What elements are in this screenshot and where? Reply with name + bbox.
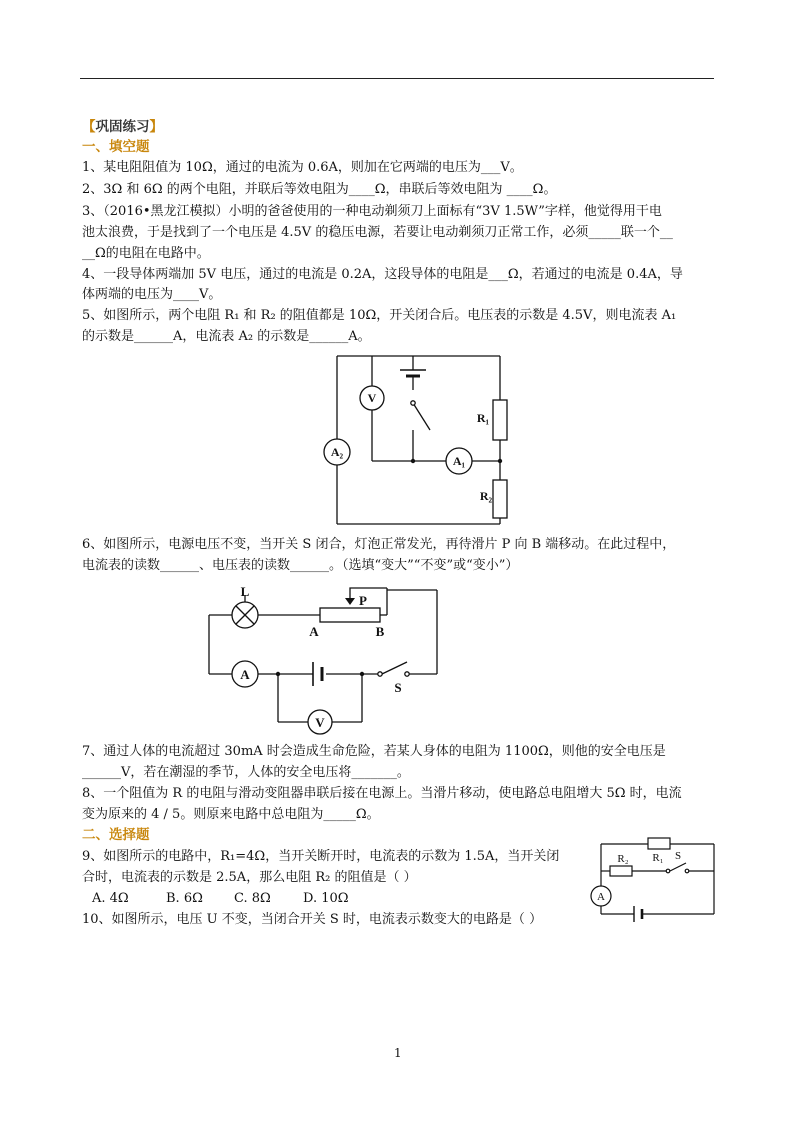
switch-blade xyxy=(382,662,407,674)
header-rule xyxy=(80,78,714,79)
switch-pivot xyxy=(411,401,415,405)
r1-label: R₁ xyxy=(476,411,490,425)
q9-option-c: C. 8Ω xyxy=(234,891,271,906)
lamp-label: L xyxy=(240,584,250,599)
junction-dot xyxy=(498,459,502,463)
switch-label: S xyxy=(674,850,682,862)
switch-blade xyxy=(670,863,686,871)
question-4-line-2: 体两端的电压为____V。 xyxy=(82,287,222,302)
switch-contact xyxy=(405,672,409,676)
r2-label: R₂ xyxy=(617,853,629,865)
ammeter-label: A xyxy=(240,667,250,682)
ammeter-a1-label: A₁ xyxy=(452,454,466,468)
figure-q5-circuit xyxy=(320,340,520,540)
question-9-line-2: 合时，电流表的示数是 2.5A，那么电阻 R₂ 的阻值是（ ） xyxy=(82,870,417,885)
figure-q9-circuit xyxy=(592,834,717,919)
q9-option-d: D. 10Ω xyxy=(303,891,349,906)
resistor-r1 xyxy=(493,400,507,440)
q9-option-b: B. 6Ω xyxy=(166,891,203,906)
resistor-r2 xyxy=(610,866,632,876)
resistor-r2 xyxy=(493,480,507,518)
question-7-line-1: 7、通过人体的电流超过 30mA 时会造成生命危险，若某人身体的电阻为 1100Ω，则他的安全电压是 xyxy=(82,744,666,759)
switch-pivot xyxy=(666,869,670,873)
r2-label: R₂ xyxy=(479,489,493,503)
question-1: 1、某电阻阻值为 10Ω，通过的电流为 0.6A，则加在它两端的电压为___V。 xyxy=(82,160,523,175)
switch-label: S xyxy=(394,680,402,695)
section-fill-heading: 一、填空题 xyxy=(82,139,150,155)
question-8-line-2: 变为原来的 4 / 5。则原来电路中总电阻为_____Ω。 xyxy=(82,807,380,822)
voltmeter-label: V xyxy=(367,391,377,405)
rheostat-body xyxy=(320,608,380,622)
junction-dot xyxy=(276,672,280,676)
question-4-line-1: 4、一段导体两端加 5V 电压，通过的电流是 0.2A，这段导体的电阻是___Ω，若通过的电流是 0.4A，导 xyxy=(82,267,683,282)
switch-contact xyxy=(685,869,689,873)
end-a-label: A xyxy=(309,624,319,639)
question-2: 2、3Ω 和 6Ω 的两个电阻，并联后等效电阻为____Ω，串联后等效电阻为 ____Ω。 xyxy=(82,182,557,197)
section-title: 【巩固练习】 xyxy=(82,119,163,135)
slider-arrowhead xyxy=(345,598,355,605)
question-3-line-3: __Ω的电阻在电路中。 xyxy=(82,246,210,261)
switch-blade xyxy=(413,403,430,430)
question-8-line-1: 8、一个阻值为 R 的电阻与滑动变阻器串联后接在电源上。当滑片移动，使电路总电阻增大 5Ω 时，电流 xyxy=(82,786,682,801)
question-7-line-2: ______V，若在潮湿的季节，人体的安全电压将_______。 xyxy=(82,765,410,780)
question-6-line-1: 6、如图所示，电源电压不变，当开关 S 闭合，灯泡正常发光，再待滑片 P 向 B 端移动。在此过程中， xyxy=(82,537,676,552)
voltmeter-label: V xyxy=(315,715,325,730)
question-5-line-2: 的示数是______A，电流表 A₂ 的示数是______A。 xyxy=(82,329,371,344)
slider-label: P xyxy=(359,593,367,608)
question-6-line-2: 电流表的读数______、电压表的读数______。（选填“变大”“不变”或“变小”） xyxy=(82,558,519,573)
question-3-line-1: 3、（2016•黑龙江模拟）小明的爸爸使用的一种电动剃须刀上面标有“3V 1.5W”字样，他觉得用干电 xyxy=(82,204,662,219)
question-10: 10、如图所示，电压 U 不变，当闭合开关 S 时，电流表示数变大的电路是（ ） xyxy=(82,912,543,927)
q9-option-a: A. 4Ω xyxy=(92,891,129,906)
page-number: 1 xyxy=(394,1046,402,1060)
resistor-r1 xyxy=(648,838,670,849)
junction-dot xyxy=(411,459,415,463)
junction-dot xyxy=(360,672,364,676)
switch-pivot xyxy=(378,672,382,676)
r1-label: R₁ xyxy=(652,852,664,864)
question-9-line-1: 9、如图所示的电路中，R₁=4Ω，当开关断开时，电流表的示数为 1.5A，当开关闭 xyxy=(82,849,560,864)
end-b-label: B xyxy=(375,624,385,639)
ammeter-label: A xyxy=(597,891,605,903)
question-3-line-2: 池太浪费，于是找到了一个电压是 4.5V 的稳压电源，若要让电动剃须刀正常工作，必须_____联一个__ xyxy=(82,225,673,240)
section-choice-heading: 二、选择题 xyxy=(82,827,150,843)
ammeter-a2-label: A₂ xyxy=(330,445,344,459)
figure-q6-circuit xyxy=(200,580,450,730)
question-5-line-1: 5、如图所示，两个电阻 R₁ 和 R₂ 的阻值都是 10Ω，开关闭合后。电压表的示数是 4.5V，则电流表 A₁ xyxy=(82,308,677,323)
